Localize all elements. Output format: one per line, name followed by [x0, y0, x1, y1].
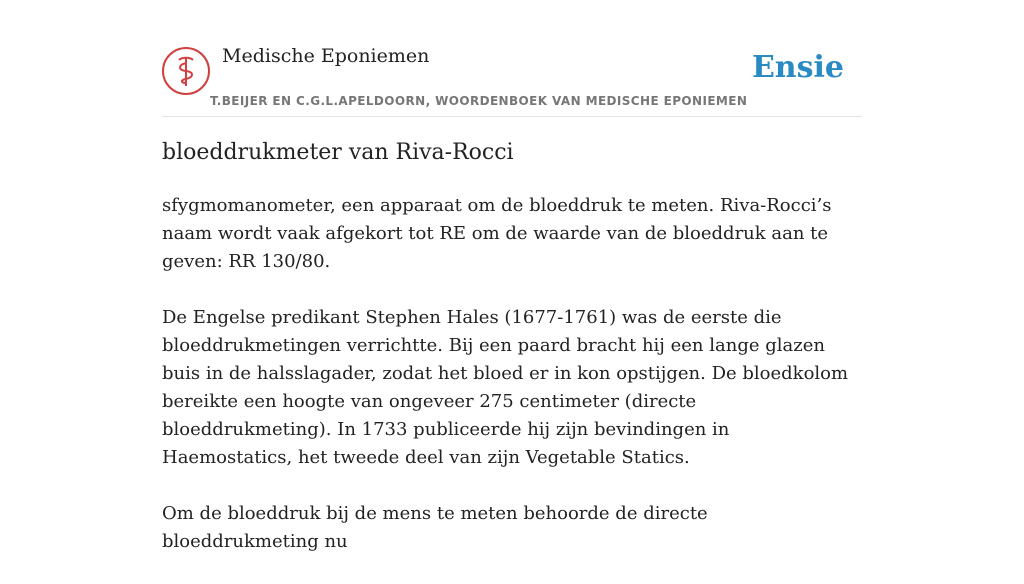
logo[interactable] [162, 47, 210, 95]
entry-body [162, 192, 862, 584]
header [162, 0, 862, 117]
caduceus-icon [164, 49, 208, 93]
dictionary-subtitle[interactable]: T.BEIJER EN C.G.L.APELDOORN, WOORDENBOEK VAN MEDISCHE EPONIEMEN [210, 94, 748, 108]
entry-paragraph: sfygmomanometer, een apparaat om de bloeddruk te meten. Riva-Rocci’s naam wordt vaak afgekort tot RE om de waarde van de bloeddruk aan te geven: RR 130/80. [162, 195, 832, 272]
entry-paragraph: De Engelse predikant Stephen Hales (1677-1761) was de eerste die bloeddrukmetingen verrichtte. Bij een paard bracht hij een lange glazen buis in de halsslagader, zodat het bloed er in kon opstijgen. De bloedkolom bereikte een hoogte van ongeveer 275 centimeter (directe bloeddrukmeting). In 1733 publiceerde hij zijn bevindingen in Haemostatics, het tweede deel van zijn Vegetable Statics. [162, 307, 849, 468]
brand-logo[interactable]: Ensie [751, 50, 844, 85]
page [162, 0, 862, 552]
entry-title: bloeddrukmeter van Riva-Rocci [162, 140, 514, 165]
site-title[interactable]: Medische Eponiemen [222, 45, 430, 67]
entry-paragraph: Om de bloeddruk bij de mens te meten behoorde de directe bloeddrukmeting nu [162, 503, 708, 552]
